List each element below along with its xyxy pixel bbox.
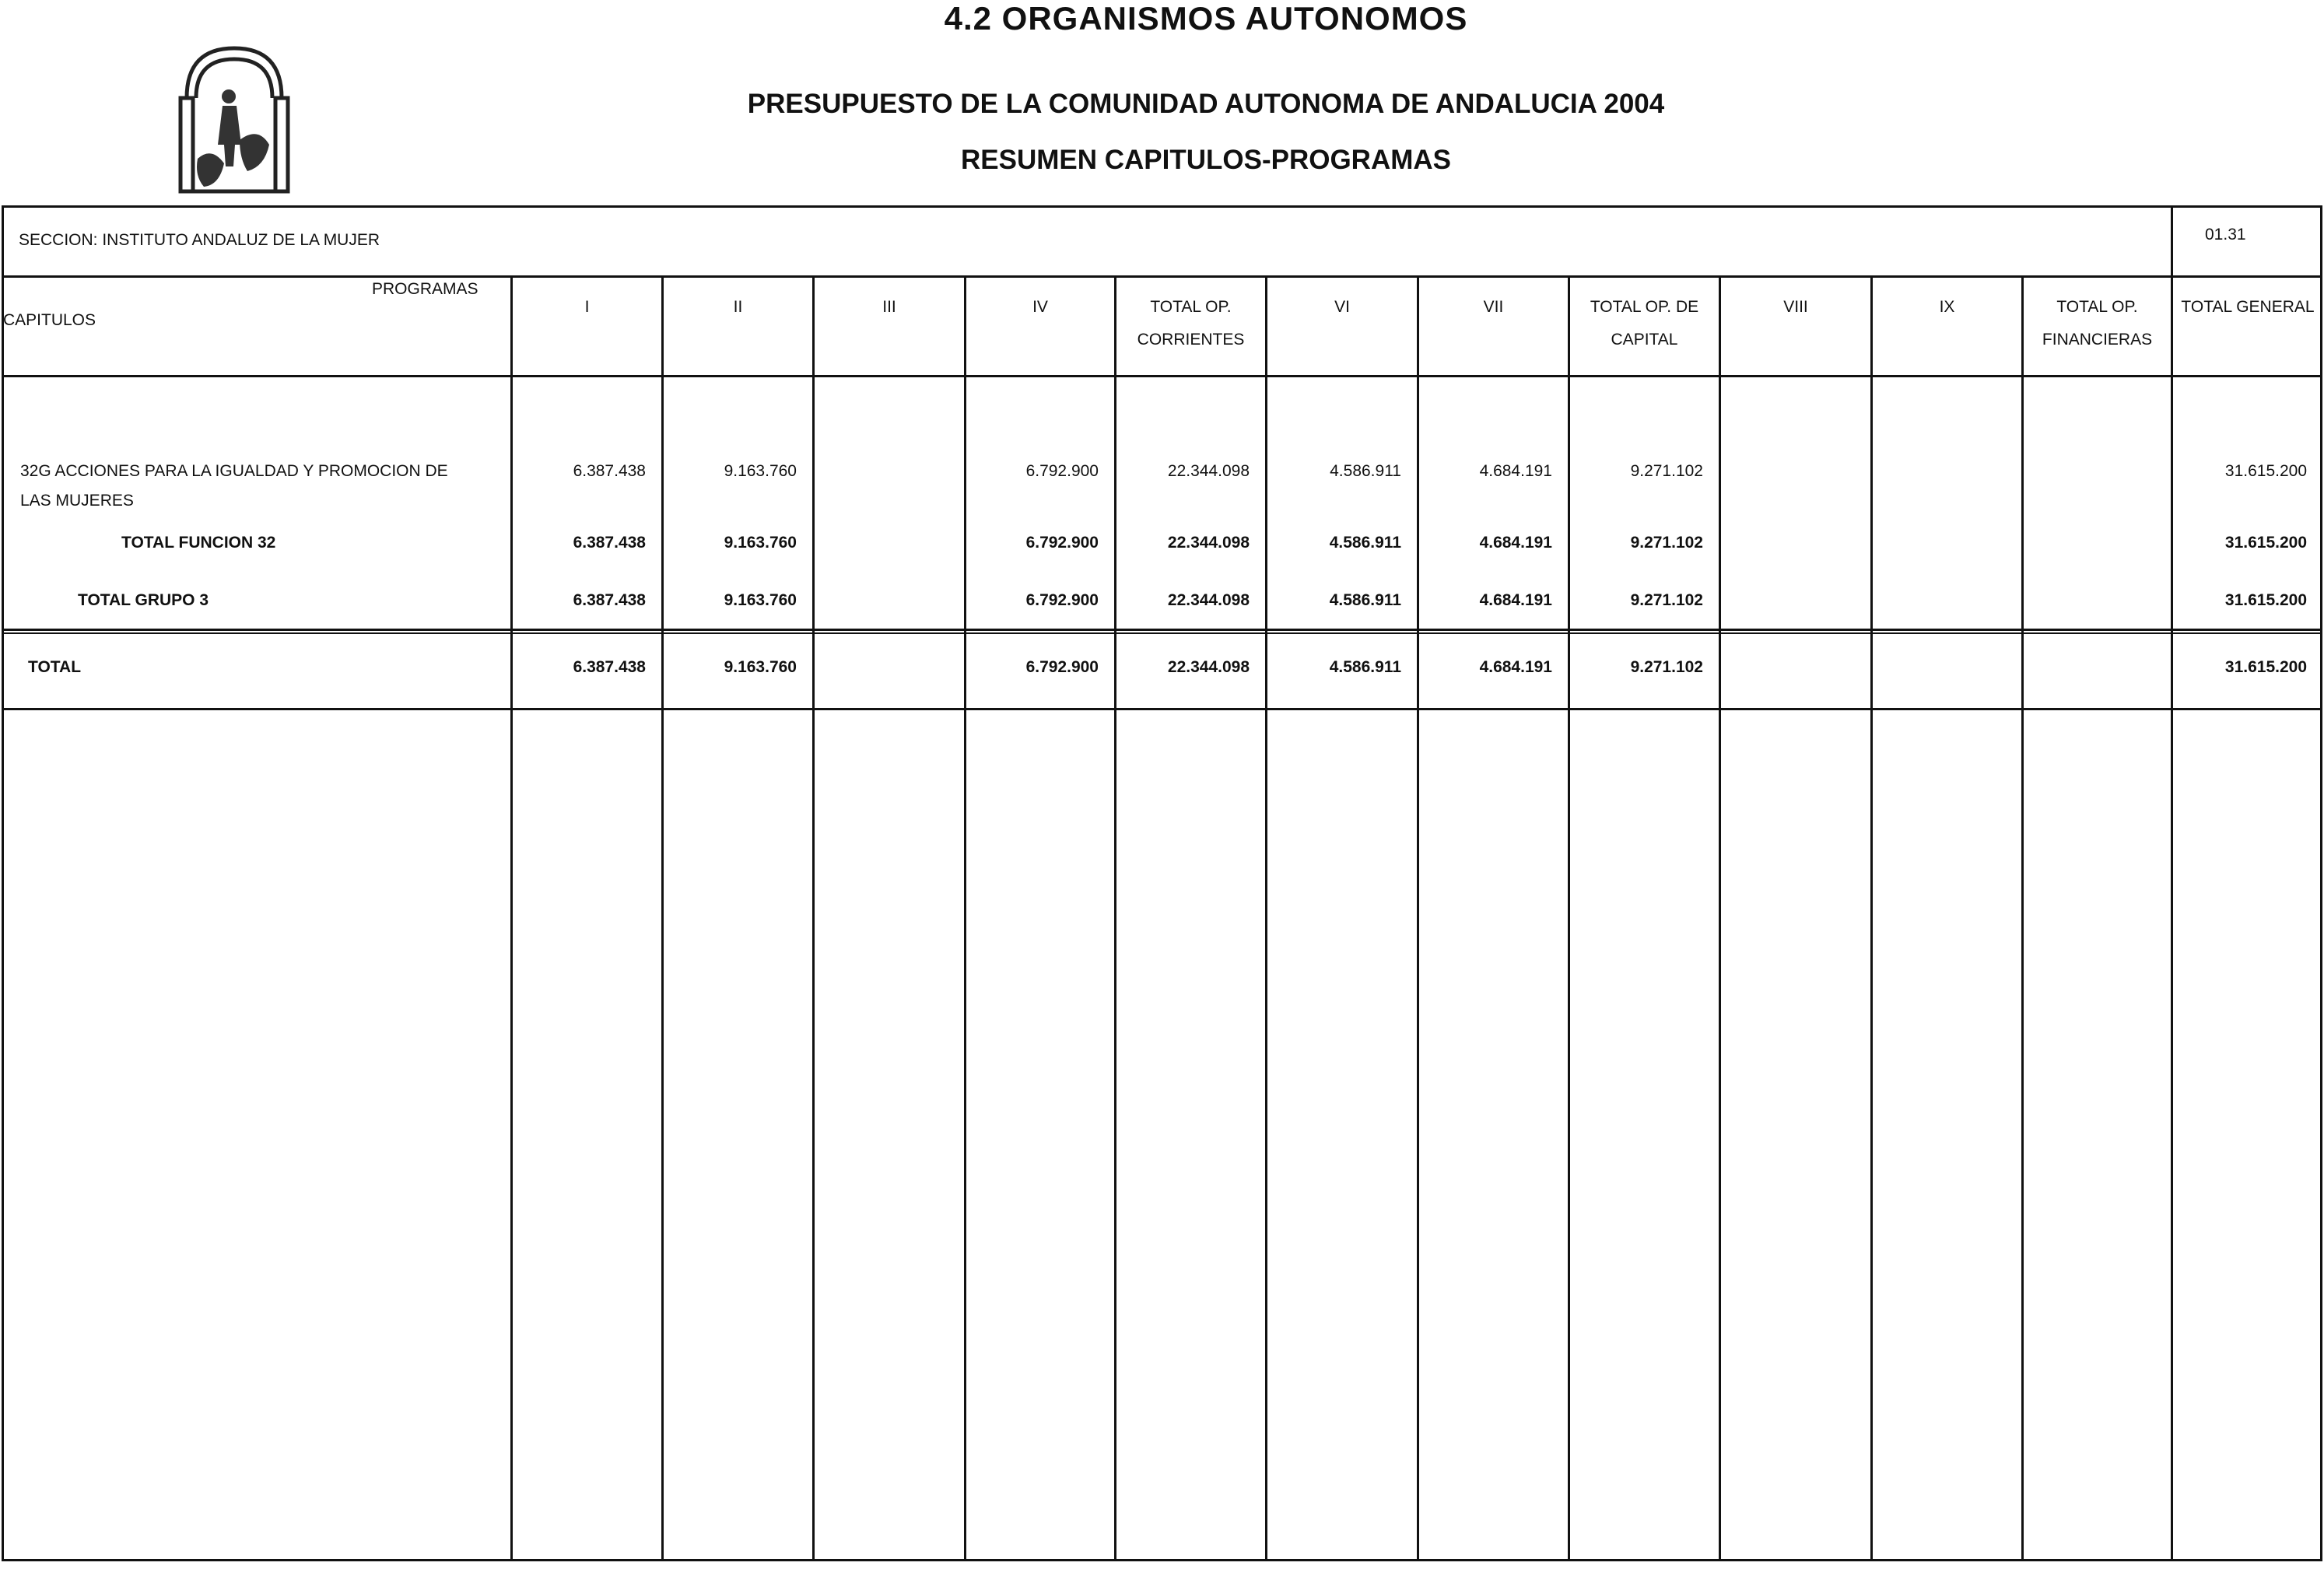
total-row-top-border-a (2, 629, 2322, 631)
column-divider (1719, 275, 1721, 1559)
table-cell-value: 6.387.438 (573, 591, 646, 609)
table-cell-value: 31.615.200 (2224, 534, 2307, 552)
column-header: IX (1939, 298, 1955, 316)
total-cell-value: 31.615.200 (2224, 658, 2307, 676)
table-cell-value: 22.344.098 (1167, 591, 1250, 609)
column-header: TOTAL GENERAL (2181, 298, 2315, 316)
table-cell-value: 4.586.911 (1329, 591, 1401, 609)
table-cell-value: 9.271.102 (1630, 462, 1703, 480)
table-cell-value: 6.792.900 (1025, 591, 1099, 609)
header-programas-label: PROGRAMAS (372, 280, 478, 298)
total-cell-value: 4.684.191 (1479, 658, 1552, 676)
table-left-border (2, 205, 4, 1561)
section-row-border (2, 275, 2322, 278)
total-cell-value: 9.271.102 (1630, 658, 1703, 676)
row-label: TOTAL FUNCION 32 (121, 534, 276, 552)
table-cell-value: 4.684.191 (1479, 591, 1552, 609)
junta-andalucia-emblem (177, 42, 291, 198)
total-cell-value: 22.344.098 (1167, 658, 1250, 676)
total-cell-value: 9.163.760 (724, 658, 797, 676)
table-cell-value: 4.586.911 (1329, 534, 1401, 552)
total-cell-value: 6.387.438 (573, 658, 646, 676)
table-cell-value: 9.163.760 (724, 591, 797, 609)
row-label-continued: LAS MUJERES (20, 492, 134, 510)
column-header: VI (1334, 298, 1350, 316)
table-cell-value: 4.586.911 (1330, 462, 1401, 480)
header-row-border (2, 375, 2322, 377)
column-header: VIII (1783, 298, 1808, 316)
document-heading: 4.2 ORGANISMOS AUTONOMOS (944, 0, 1468, 37)
table-cell-value: 31.615.200 (2224, 591, 2307, 609)
row-label: 32G ACCIONES PARA LA IGUALDAD Y PROMOCION DE (20, 462, 448, 480)
column-header: TOTAL OP. CORRIENTES (1137, 298, 1245, 349)
table-cell-value: 6.387.438 (573, 534, 646, 552)
budget-title: PRESUPUESTO DE LA COMUNIDAD AUTONOMA DE ANDALUCIA 2004 (747, 89, 1665, 119)
column-header: II (733, 298, 743, 316)
table-top-border (2, 205, 2322, 208)
table-cell-value: 9.163.760 (724, 534, 797, 552)
table-right-border (2320, 205, 2322, 1561)
total-row-top-border-b (2, 632, 2322, 634)
summary-title: RESUMEN CAPITULOS-PROGRAMAS (960, 145, 1452, 175)
table-cell-value: 9.271.102 (1630, 591, 1703, 609)
column-header: TOTAL OP. DE CAPITAL (1590, 298, 1699, 349)
column-divider (2021, 275, 2024, 1559)
column-header: I (584, 298, 590, 316)
total-row-bottom-border (2, 708, 2322, 710)
table-cell-value: 22.344.098 (1167, 462, 1250, 480)
column-header: VII (1483, 298, 1504, 316)
header-capitulos-label: CAPITULOS (3, 311, 96, 329)
total-cell-value: 6.792.900 (1025, 658, 1099, 676)
table-cell-value: 9.271.102 (1630, 534, 1703, 552)
table-cell-value: 6.792.900 (1025, 534, 1099, 552)
column-divider (812, 275, 815, 1559)
column-header: IV (1032, 298, 1048, 316)
section-code: 01.31 (2205, 226, 2246, 243)
table-cell-value: 6.387.438 (573, 462, 646, 480)
table-cell-value: 31.615.200 (2224, 462, 2307, 480)
column-divider (1870, 275, 1873, 1559)
table-cell-value: 22.344.098 (1167, 534, 1250, 552)
section-code-divider (2171, 205, 2173, 275)
section-label: SECCION: INSTITUTO ANDALUZ DE LA MUJER (19, 231, 380, 249)
total-row-label: TOTAL (28, 658, 82, 676)
table-cell-value: 4.684.191 (1479, 462, 1552, 480)
table-cell-value: 9.163.760 (724, 462, 797, 480)
column-header: III (882, 298, 896, 316)
row-label: TOTAL GRUPO 3 (78, 591, 209, 609)
table-cell-value: 4.684.191 (1479, 534, 1552, 552)
column-header: TOTAL OP. FINANCIERAS (2042, 298, 2153, 349)
table-cell-value: 6.792.900 (1025, 462, 1099, 480)
table-bottom-border (2, 1559, 2322, 1561)
total-cell-value: 4.586.911 (1329, 658, 1401, 676)
